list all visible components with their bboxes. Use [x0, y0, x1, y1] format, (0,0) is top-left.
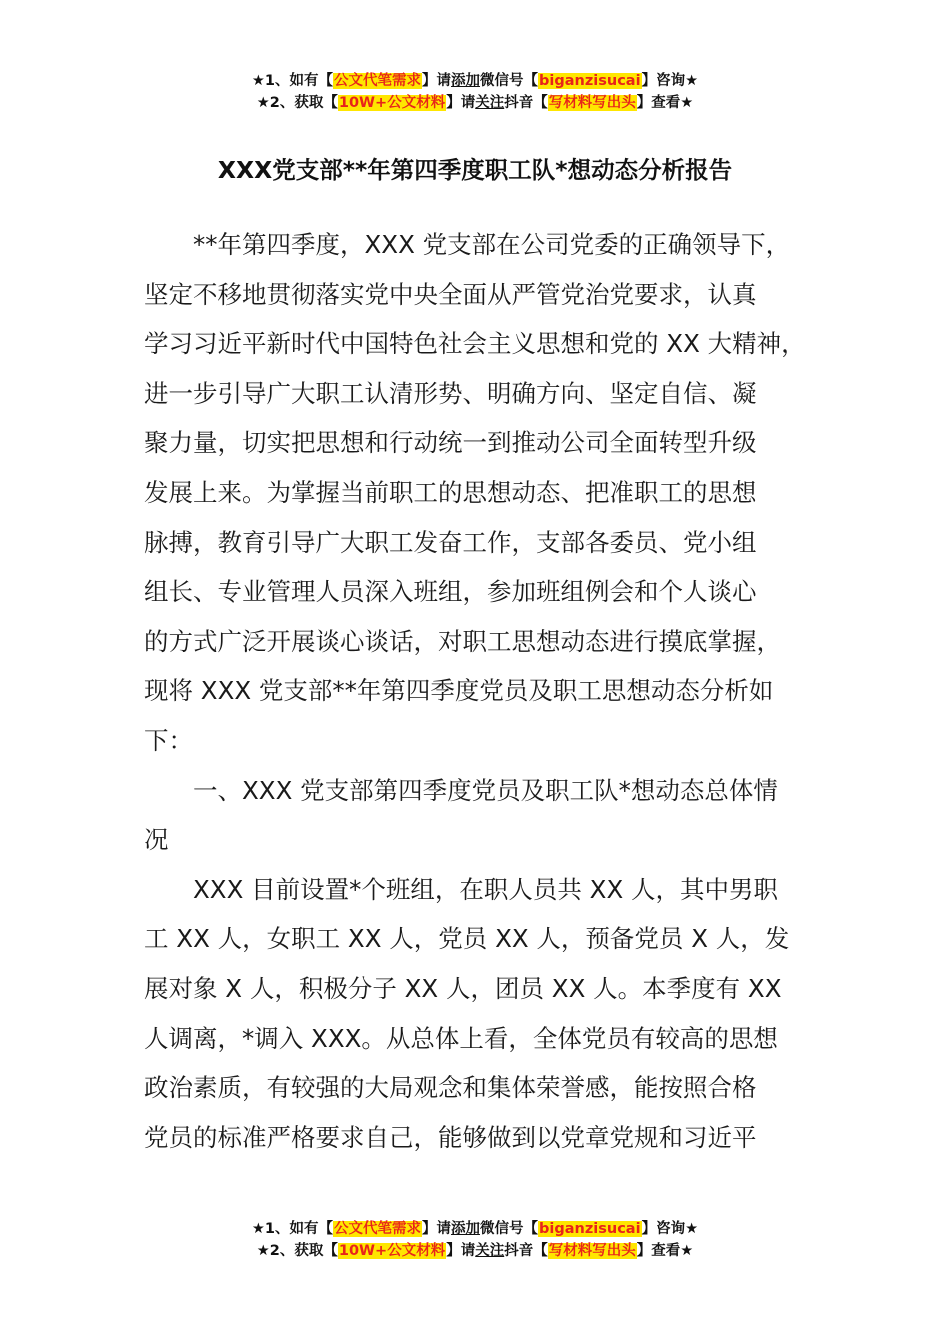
- footer-banner-line-2: [0, 1240, 950, 1262]
- banner-text: 】请: [422, 1221, 452, 1237]
- highlight-douyin-account: 写材料写出头: [548, 95, 636, 111]
- body-line: 现将 XXX 党支部**年第四季度党员及职工思想动态分析如: [144, 676, 774, 706]
- section-heading-line: 一、XXX 党支部第四季度党员及职工队*想动态总体情: [193, 775, 778, 805]
- highlight-materials: 10W+公文材料: [338, 95, 446, 111]
- body-line: 坚定不移地贯彻落实党中央全面从严管党治党要求，认真: [144, 279, 757, 309]
- banner-text: 】请: [446, 1243, 476, 1259]
- section-heading-line: 况: [144, 825, 169, 855]
- body-line: 发展上来。为掌握当前职工的思想动态、把准职工的思想: [144, 477, 757, 507]
- banner-text: ★1、如有【: [251, 1221, 334, 1237]
- banner-emphasis: 添加: [451, 1221, 481, 1237]
- banner-text: ★2、获取【: [256, 95, 338, 111]
- footer-banner: [0, 1218, 950, 1262]
- highlight-materials: 10W+公文材料: [338, 1243, 446, 1259]
- document-title: XXX党支部**年第四季度职工队*想动态分析报告: [217, 156, 733, 184]
- banner-emphasis: 关注: [475, 1243, 505, 1259]
- banner-text: 】查看★: [636, 95, 694, 111]
- banner-emphasis: 关注: [475, 95, 505, 111]
- banner-emphasis: 添加: [451, 73, 481, 89]
- body-line: 党员的标准严格要求自己，能够做到以党章党规和习近平: [144, 1122, 757, 1152]
- body-line: 政治素质，有较强的大局观念和集体荣誉感，能按照合格: [144, 1073, 757, 1103]
- highlight-service: 公文代笔需求: [334, 1221, 422, 1237]
- body-line: 学习习近平新时代中国特色社会主义思想和党的 XX 大精神，: [144, 329, 806, 359]
- banner-text: 抖音【: [504, 1243, 548, 1259]
- banner-text: 】咨询★: [641, 1221, 699, 1237]
- banner-text: ★1、如有【: [251, 73, 334, 89]
- header-banner-line-2: [0, 92, 950, 114]
- banner-text: 微信号【: [480, 73, 539, 89]
- body-line: 展对象 X 人，积极分子 XX 人，团员 XX 人。本季度有 XX: [144, 973, 782, 1003]
- body-line: 组长、专业管理人员深入班组，参加班组例会和个人谈心: [144, 577, 757, 607]
- banner-text: 微信号【: [480, 1221, 539, 1237]
- header-banner-line-1: [0, 70, 950, 92]
- highlight-wechat-id: biganzisucai: [539, 1221, 641, 1237]
- highlight-service: 公文代笔需求: [334, 73, 422, 89]
- footer-banner-line-1: [0, 1218, 950, 1240]
- document-body: [144, 220, 834, 1162]
- banner-text: 】请: [422, 73, 452, 89]
- highlight-douyin-account: 写材料写出头: [548, 1243, 636, 1259]
- banner-text: 】请: [446, 95, 476, 111]
- body-line: 的方式广泛开展谈心谈话，对职工思想动态进行摸底掌握，: [144, 626, 781, 656]
- body-line: XXX 目前设置*个班组，在职人员共 XX 人，其中男职: [193, 874, 779, 904]
- body-line: 进一步引导广大职工认清形势、明确方向、坚定自信、凝: [144, 378, 757, 408]
- highlight-wechat-id: biganzisucai: [539, 73, 641, 89]
- banner-text: 抖音【: [504, 95, 548, 111]
- header-banner: [0, 70, 950, 114]
- banner-text: 】咨询★: [641, 73, 699, 89]
- body-line: 脉搏，教育引导广大职工发奋工作，支部各委员、党小组: [144, 527, 757, 557]
- banner-text: ★2、获取【: [256, 1243, 338, 1259]
- body-line: **年第四季度，XXX 党支部在公司党委的正确领导下，: [193, 230, 791, 259]
- body-line: 工 XX 人，女职工 XX 人，党员 XX 人，预备党员 X 人，发: [144, 924, 790, 954]
- body-line: 聚力量，切实把思想和行动统一到推动公司全面转型升级: [144, 428, 757, 458]
- banner-text: 】查看★: [636, 1243, 694, 1259]
- body-line: 下：: [144, 725, 193, 755]
- body-line: 人调离，*调入 XXX。从总体上看，全体党员有较高的思想: [144, 1023, 778, 1053]
